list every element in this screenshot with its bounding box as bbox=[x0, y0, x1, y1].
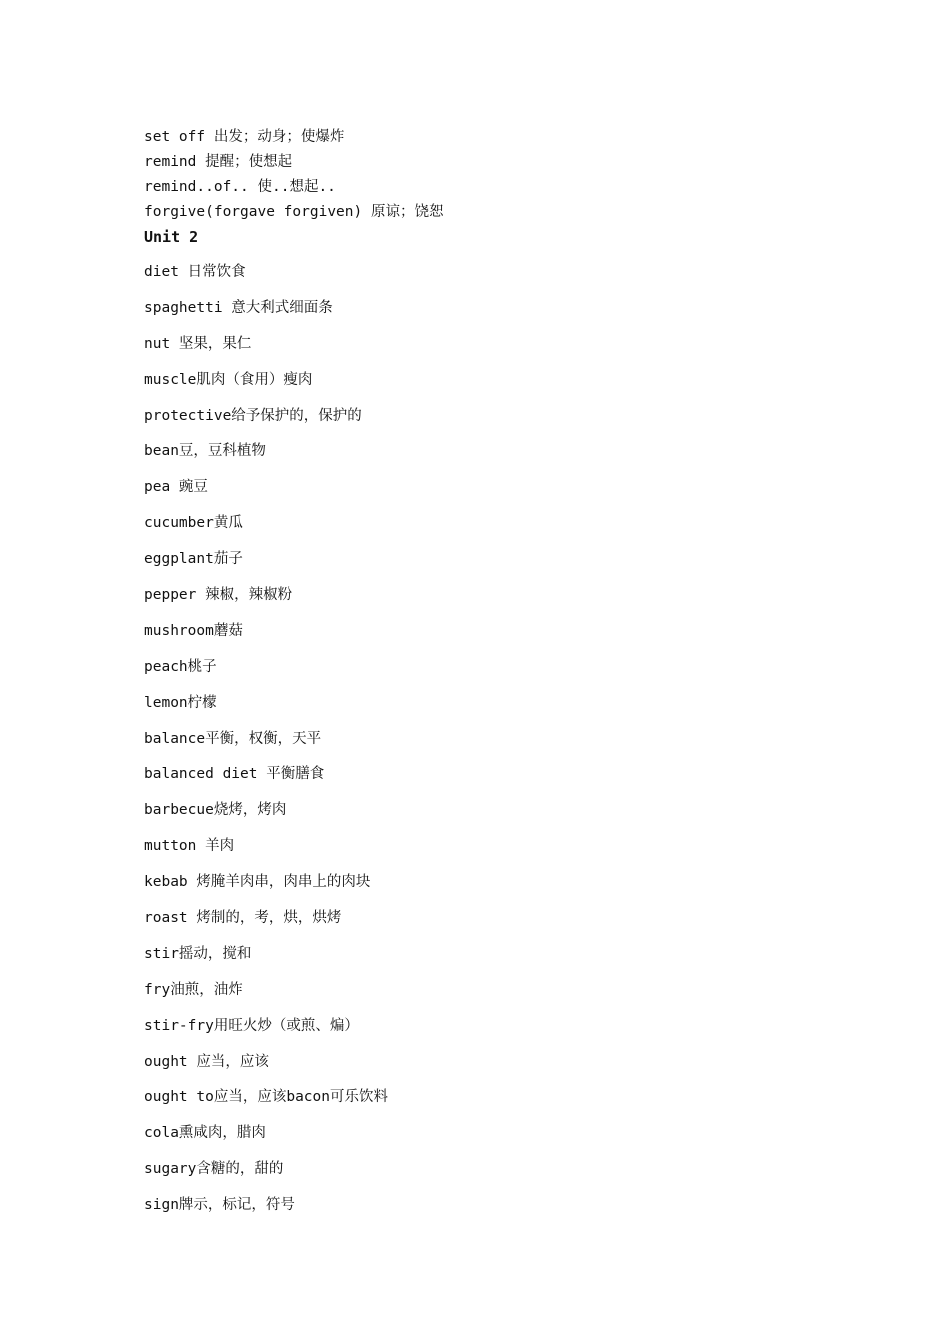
vocab-item: stir摇动，搅和 bbox=[144, 945, 252, 962]
vocab-item: fry油煎，油炸 bbox=[144, 981, 243, 998]
vocab-item: pepper 辣椒，辣椒粉 bbox=[144, 587, 293, 604]
vocab-item: sugary含糖的，甜的 bbox=[144, 1161, 284, 1178]
vocab-item: balanced diet 平衡膳食 bbox=[144, 766, 325, 783]
vocab-item: cucumber黄瓜 bbox=[144, 515, 243, 532]
vocab-item: ought 应当，应该 bbox=[144, 1053, 269, 1070]
vocab-item: bean豆，豆科植物 bbox=[144, 443, 266, 460]
vocab-item: kebab 烤腌羊肉串，肉串上的肉块 bbox=[144, 874, 371, 891]
vocab-item: mushroom蘑菇 bbox=[144, 622, 243, 639]
unit-heading: Unit 2 bbox=[144, 228, 199, 246]
vocab-item: stir-fry用旺火炒（或煎、煸） bbox=[144, 1017, 359, 1034]
vocab-line: set off 出发；动身；使爆炸 bbox=[144, 129, 345, 145]
vocab-item: nut 坚果，果仁 bbox=[144, 335, 252, 352]
vocab-line: forgive(forgave forgiven) 原谅；饶恕 bbox=[144, 204, 444, 220]
vocab-item: protective给予保护的，保护的 bbox=[144, 407, 362, 424]
vocab-item: sign牌示，标记，符号 bbox=[144, 1197, 295, 1214]
vocab-item: diet 日常饮食 bbox=[144, 264, 246, 280]
vocab-item: barbecue烧烤，烤肉 bbox=[144, 802, 287, 819]
vocab-item: roast 烤制的，考，烘，烘烤 bbox=[144, 910, 342, 927]
vocab-item: balance平衡，权衡，天平 bbox=[144, 730, 322, 747]
vocab-line: remind..of.. 使..想起.. bbox=[144, 179, 336, 195]
vocab-item: spaghetti 意大利式细面条 bbox=[144, 299, 333, 316]
vocab-line: remind 提醒；使想起 bbox=[144, 154, 293, 170]
vocab-item: lemon柠檬 bbox=[144, 694, 217, 711]
unit-1-tail bbox=[144, 125, 844, 250]
vocab-item: mutton 羊肉 bbox=[144, 838, 235, 855]
vocab-item: cola熏咸肉，腊肉 bbox=[144, 1125, 266, 1142]
vocab-item: muscle肌肉（食用）瘦肉 bbox=[144, 371, 313, 388]
vocab-item: eggplant茄子 bbox=[144, 551, 243, 568]
vocab-item: peach桃子 bbox=[144, 658, 217, 675]
vocab-list bbox=[144, 260, 844, 1229]
vocab-item: pea 豌豆 bbox=[144, 479, 208, 496]
vocab-item: ought to应当，应该bacon可乐饮料 bbox=[144, 1089, 388, 1106]
